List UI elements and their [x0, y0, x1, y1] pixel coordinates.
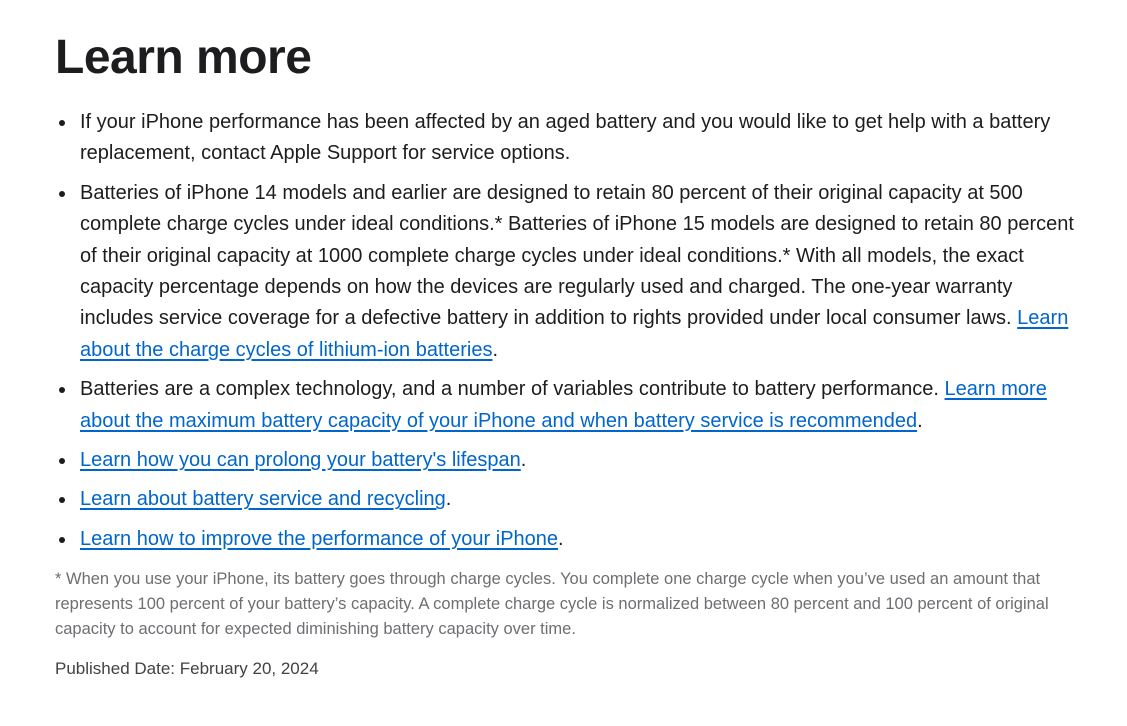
list-item-text: Batteries are a complex technology, and a number of variables contribute to battery performance.	[80, 378, 945, 401]
list-item	[80, 107, 1080, 170]
charge-cycles-link[interactable]: Learn about the charge cycles of lithium-ion batteries	[80, 307, 1069, 361]
bullet-dot-icon	[59, 120, 65, 126]
list-item-text: Batteries of iPhone 14 models and earlier are designed to retain 80 percent of their original capacity at 500 complete charge cycles under ideal conditions.* Batteries of iPhone 15 models are designed to retain 80 percent of their original capacity at 1000 complete charge cycles under ideal conditions.* With all models, the exact capacity percentage depends on how the devices are regularly used and charged. The one-year warranty includes service coverage for a defective battery in addition to rights provided under local consumer laws.	[80, 181, 1074, 330]
bullet-dot-icon	[59, 458, 65, 464]
list-item-trailing: .	[492, 338, 499, 361]
list-item	[80, 524, 1080, 555]
list-item	[80, 484, 1080, 515]
improve-performance-link[interactable]: Learn how to improve the performance of your iPhone	[80, 527, 559, 550]
bullet-dot-icon	[59, 497, 65, 503]
article-section	[55, 0, 1080, 681]
bullet-dot-icon	[59, 191, 65, 197]
published-date: Published Date: February 20, 2024	[55, 659, 319, 679]
list-item-trailing: .	[520, 449, 527, 472]
list-item-trailing: .	[558, 527, 564, 550]
list-item	[80, 374, 1080, 437]
footnote: * When you use your iPhone, its battery goes through charge cycles. You complete one charge cycle when you’ve used an amount that represents 100 percent of your battery’s capacity. A complete charge cycle is normalized between 80 percent and 100 percent of original capacity to account for expected diminishing battery capacity over time.	[55, 570, 1049, 639]
list-item-trailing: .	[917, 409, 923, 432]
learn-more-list	[55, 107, 1080, 555]
section-heading: Learn more	[55, 31, 312, 84]
max-battery-capacity-link[interactable]: Learn more about the maximum battery capacity of your iPhone and when battery service is recommended	[80, 378, 1047, 432]
list-item	[80, 445, 1080, 476]
list-item-trailing: .	[445, 488, 452, 511]
bullet-dot-icon	[59, 387, 65, 393]
battery-service-recycling-link[interactable]: Learn about battery service and recycling	[80, 488, 446, 511]
list-item-text: If your iPhone performance has been affected by an aged battery and you would like to get help with a battery replacement, contact Apple Support for service options.	[80, 111, 1051, 165]
prolong-lifespan-link[interactable]: Learn how you can prolong your battery's lifespan	[80, 449, 521, 472]
bullet-dot-icon	[59, 537, 65, 543]
list-item	[80, 178, 1080, 366]
